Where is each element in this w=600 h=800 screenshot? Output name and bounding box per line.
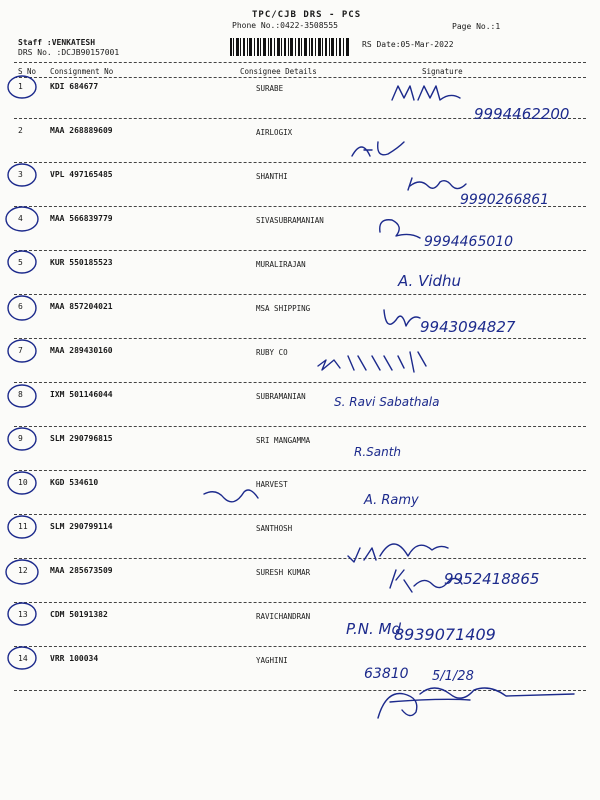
phone-number: Phone No.:0422-3508555 — [232, 21, 338, 30]
row-divider — [14, 294, 586, 295]
page-number: Page No.:1 — [452, 22, 501, 31]
row-consignment-number: MAA 566839779 — [50, 214, 113, 223]
signature-3 — [408, 178, 466, 190]
signature-12 — [390, 570, 462, 592]
row-consignment-number: SLM 290796815 — [50, 434, 113, 443]
signature-4 — [380, 220, 420, 238]
signature-14 — [378, 688, 574, 718]
barcode-image — [230, 38, 350, 56]
row-consignee: HARVEST — [256, 480, 288, 489]
handwritten-phone-13: 8939071409 — [394, 625, 496, 644]
row-divider — [14, 162, 586, 163]
row-consignment-number: MAA 289430160 — [50, 346, 113, 355]
handwritten-sig-5: A. Vidhu — [398, 272, 462, 290]
signature-14-underline — [390, 699, 470, 702]
row-consignee: MSA SHIPPING — [256, 304, 311, 313]
row-divider — [14, 646, 586, 647]
row-sno: 7 — [18, 346, 23, 355]
handwritten-sig-9: R.Santh — [354, 445, 402, 459]
row-sno: 9 — [18, 434, 23, 443]
row-divider — [14, 602, 586, 603]
row-divider — [14, 426, 586, 427]
row-consignee: SIVASUBRAMANIAN — [256, 216, 324, 225]
row-consignee: YAGHINI — [256, 656, 288, 665]
row-consignee: MURALIRAJAN — [256, 260, 306, 269]
drs-number: DRS No. :DCJB90157001 — [18, 48, 120, 57]
row-consignment-number: VPL 497165485 — [50, 170, 113, 179]
row-sno: 6 — [18, 302, 23, 311]
row-sno: 10 — [18, 478, 28, 487]
row-divider — [14, 690, 586, 691]
row-sno: 11 — [18, 522, 28, 531]
header-divider-top — [14, 62, 586, 63]
row-divider — [14, 558, 586, 559]
row-divider — [14, 118, 586, 119]
signature-6 — [384, 310, 420, 326]
column-header-signature: Signature — [422, 67, 463, 76]
row-consignee: SRI MANGAMMA — [256, 436, 311, 445]
row-consignee: SURABE — [256, 84, 284, 93]
row-consignee: SUBRAMANIAN — [256, 392, 306, 401]
signature-1 — [392, 86, 460, 100]
row-consignee: AIRLOGIX — [256, 128, 293, 137]
row-consignee: SHANTHI — [256, 172, 288, 181]
handwritten-sig-8: S. Ravi Sabathala — [334, 395, 440, 409]
handwritten-phone-4: 9994465010 — [424, 234, 514, 250]
column-header-sno: S No — [18, 67, 37, 76]
row-sno: 12 — [18, 566, 28, 575]
row-consignment-number: MAA 285673509 — [50, 566, 113, 575]
handwritten-note-14a: 63810 — [364, 666, 409, 682]
row-consignment-number: KUR 550185523 — [50, 258, 113, 267]
row-sno: 13 — [18, 610, 28, 619]
row-consignment-number: KDI 684677 — [50, 82, 99, 91]
row-consignee: SANTHOSH — [256, 524, 293, 533]
row-sno: 4 — [18, 214, 23, 223]
row-consignment-number: IXM 501146044 — [50, 390, 113, 399]
handwritten-phone-3: 9990266861 — [460, 192, 550, 208]
row-divider — [14, 514, 586, 515]
row-consignment-number: SLM 290799114 — [50, 522, 113, 531]
handwritten-sig-13: P.N. Md — [346, 620, 401, 638]
staff-name: Staff :VENKATESH — [18, 38, 96, 47]
signature-7 — [318, 352, 426, 372]
row-sno: 5 — [18, 258, 23, 267]
row-divider — [14, 338, 586, 339]
row-consignee: RUBY CO — [256, 348, 288, 357]
row-sno: 8 — [18, 390, 23, 399]
row-consignment-number: KGD 534610 — [50, 478, 99, 487]
column-header-consignee: Consignee Details — [240, 67, 317, 76]
row-consignee: RAVICHANDRAN — [256, 612, 311, 621]
row-consignment-number: VRR 100034 — [50, 654, 99, 663]
row-sno: 2 — [18, 126, 23, 135]
handwritten-phone-1: 9994462200 — [474, 105, 570, 123]
rs-date: RS Date:05-Mar-2022 — [362, 40, 454, 49]
handwritten-phone-6: 9943094827 — [420, 318, 516, 336]
signature-11 — [348, 544, 448, 562]
handwritten-note-14b: 5/1/28 — [432, 669, 474, 684]
row-divider — [14, 250, 586, 251]
signature-2 — [352, 142, 404, 156]
row-sno: 14 — [18, 654, 28, 663]
row-sno: 3 — [18, 170, 23, 179]
row-consignee: SURESH KUMAR — [256, 568, 311, 577]
row-consignment-number: MAA 857204021 — [50, 302, 113, 311]
row-sno: 1 — [18, 82, 23, 91]
column-header-consignment: Consignment No — [50, 67, 114, 76]
row-divider — [14, 470, 586, 471]
handwritten-phone-12: 9952418865 — [444, 570, 540, 588]
row-consignment-number: CDM 50191382 — [50, 610, 108, 619]
row-divider — [14, 382, 586, 383]
row-divider — [14, 206, 586, 207]
row-consignment-number: MAA 268889609 — [50, 126, 113, 135]
signature-10-scribble — [204, 490, 258, 502]
header-divider-bottom — [14, 77, 586, 78]
page-title: TPC/CJB DRS - PCS — [252, 10, 362, 20]
handwritten-sig-10: A. Ramy — [364, 493, 419, 508]
